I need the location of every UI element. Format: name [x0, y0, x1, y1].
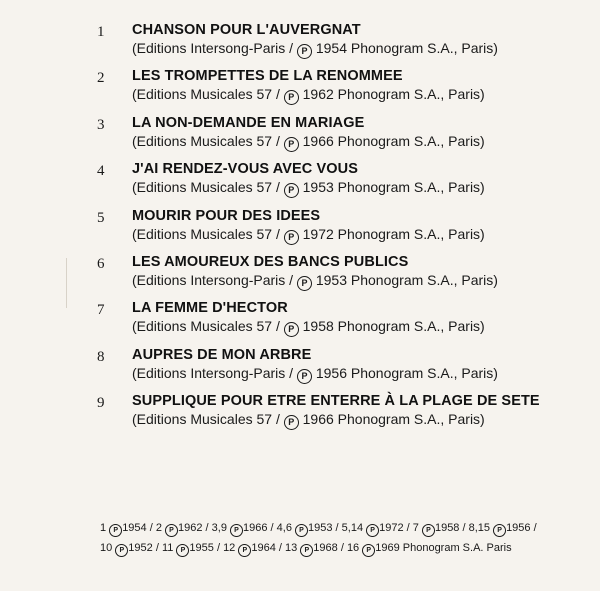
credit-year-label: 1954 Phonogram S.A., Paris) — [311, 40, 498, 56]
phonogram-copyright-icon: P — [295, 524, 308, 537]
track-credit — [132, 318, 485, 337]
footer-year: 1954 / — [122, 522, 156, 534]
phonogram-copyright-icon: P — [230, 524, 243, 537]
track-row — [0, 115, 600, 155]
track-credit — [132, 226, 485, 245]
credit-publisher: (Editions Intersong-Paris / — [132, 40, 297, 56]
track-number: 8 — [97, 349, 105, 365]
track-row — [0, 254, 600, 294]
track-number: 9 — [97, 395, 105, 411]
phonogram-copyright-icon: P — [284, 322, 299, 337]
footer-year: 1958 / — [434, 522, 469, 534]
track-credit — [132, 133, 485, 152]
footer-year: 1956 / — [506, 522, 537, 534]
credit-publisher: (Editions Musicales 57 / — [132, 86, 284, 102]
footer-year: 1964 / — [251, 542, 285, 554]
phonogram-copyright-icon: P — [297, 276, 312, 291]
track-credit — [132, 365, 498, 384]
phonogram-copyright-icon: P — [165, 524, 178, 537]
track-row — [0, 347, 600, 387]
credit-year-label: 1958 Phonogram S.A., Paris) — [298, 318, 485, 334]
track-title: CHANSON POUR L'AUVERGNAT — [132, 22, 361, 38]
footer-track-ref: 16 — [346, 542, 363, 554]
credit-publisher: (Editions Musicales 57 / — [132, 133, 284, 149]
credit-publisher: (Editions Musicales 57 / — [132, 226, 284, 242]
credit-year-label: 1962 Phonogram S.A., Paris) — [298, 86, 485, 102]
phonogram-copyright-icon: P — [284, 183, 299, 198]
track-credit — [132, 40, 498, 59]
track-number: 4 — [97, 163, 105, 179]
credit-year-label: 1972 Phonogram S.A., Paris) — [298, 226, 485, 242]
copyright-line-2 — [100, 538, 570, 558]
track-title: LES AMOUREUX DES BANCS PUBLICS — [132, 254, 409, 270]
track-title: J'AI RENDEZ-VOUS AVEC VOUS — [132, 161, 358, 177]
footer-year: 1962 / — [178, 522, 212, 534]
footer-year: 1972 / — [379, 522, 413, 534]
track-row — [0, 22, 600, 62]
track-title: SUPPLIQUE POUR ETRE ENTERRE À LA PLAGE DE SETE — [132, 393, 540, 409]
footer-track-ref: 2 — [155, 522, 166, 534]
credit-publisher: (Editions Intersong-Paris / — [132, 365, 297, 381]
track-row — [0, 161, 600, 201]
copyright-footer — [100, 518, 570, 558]
phonogram-copyright-icon: P — [297, 369, 312, 384]
credit-year-label: 1953 Phonogram S.A., Paris) — [311, 272, 498, 288]
phonogram-copyright-icon: P — [297, 44, 312, 59]
track-title: LES TROMPETTES DE LA RENOMMEE — [132, 68, 403, 84]
credit-year-label: 1966 Phonogram S.A., Paris) — [298, 133, 485, 149]
footer-year: 1969 Phonogram S.A. Paris — [375, 542, 512, 554]
track-title: AUPRES DE MON ARBRE — [132, 347, 312, 363]
credit-year-label: 1953 Phonogram S.A., Paris) — [298, 179, 485, 195]
footer-track-ref: 13 — [285, 542, 301, 554]
track-credit — [132, 179, 485, 198]
footer-year: 1952 / — [128, 542, 162, 554]
phonogram-copyright-icon: P — [366, 524, 379, 537]
track-number: 7 — [97, 302, 105, 318]
track-number: 1 — [97, 24, 105, 40]
footer-track-ref: 1 — [100, 522, 110, 534]
footer-track-ref: 3,9 — [211, 522, 231, 534]
track-row — [0, 68, 600, 108]
track-credit — [132, 272, 498, 291]
track-number: 5 — [97, 210, 105, 226]
footer-track-ref: 12 — [223, 542, 239, 554]
track-title: LA FEMME D'HECTOR — [132, 300, 288, 316]
footer-year: 1968 / — [313, 542, 347, 554]
track-credit — [132, 86, 485, 105]
phonogram-copyright-icon: P — [176, 544, 189, 557]
phonogram-copyright-icon: P — [115, 544, 128, 557]
phonogram-copyright-icon: P — [362, 544, 375, 557]
footer-year: 1966 / — [243, 522, 277, 534]
track-credit — [132, 411, 485, 430]
track-number: 3 — [97, 117, 105, 133]
track-number: 2 — [97, 70, 105, 86]
footer-track-ref: 11 — [161, 542, 177, 554]
phonogram-copyright-icon: P — [300, 544, 313, 557]
credit-publisher: (Editions Intersong-Paris / — [132, 272, 297, 288]
credit-publisher: (Editions Musicales 57 / — [132, 179, 284, 195]
footer-year: 1955 / — [189, 542, 224, 554]
phonogram-copyright-icon: P — [493, 524, 506, 537]
track-number: 6 — [97, 256, 105, 272]
phonogram-copyright-icon: P — [284, 90, 299, 105]
footer-track-ref: 4,6 — [276, 522, 296, 534]
copyright-line-1 — [100, 518, 570, 538]
phonogram-copyright-icon: P — [284, 415, 299, 430]
track-row — [0, 208, 600, 248]
footer-track-ref: 5,14 — [341, 522, 367, 534]
phonogram-copyright-icon: P — [284, 137, 299, 152]
credit-year-label: 1956 Phonogram S.A., Paris) — [311, 365, 498, 381]
credit-publisher: (Editions Musicales 57 / — [132, 318, 284, 334]
credit-year-label: 1966 Phonogram S.A., Paris) — [298, 411, 485, 427]
track-title: MOURIR POUR DES IDEES — [132, 208, 321, 224]
track-row — [0, 300, 600, 340]
phonogram-copyright-icon: P — [422, 524, 435, 537]
phonogram-copyright-icon: P — [238, 544, 251, 557]
footer-track-ref: 7 — [412, 522, 422, 534]
footer-track-ref: 8,15 — [468, 522, 494, 534]
credit-publisher: (Editions Musicales 57 / — [132, 411, 284, 427]
phonogram-copyright-icon: P — [284, 230, 299, 245]
track-row — [0, 393, 600, 433]
phonogram-copyright-icon: P — [109, 524, 122, 537]
footer-year: 1953 / — [308, 522, 342, 534]
footer-track-ref: 10 — [100, 542, 116, 554]
track-title: LA NON-DEMANDE EN MARIAGE — [132, 115, 365, 131]
